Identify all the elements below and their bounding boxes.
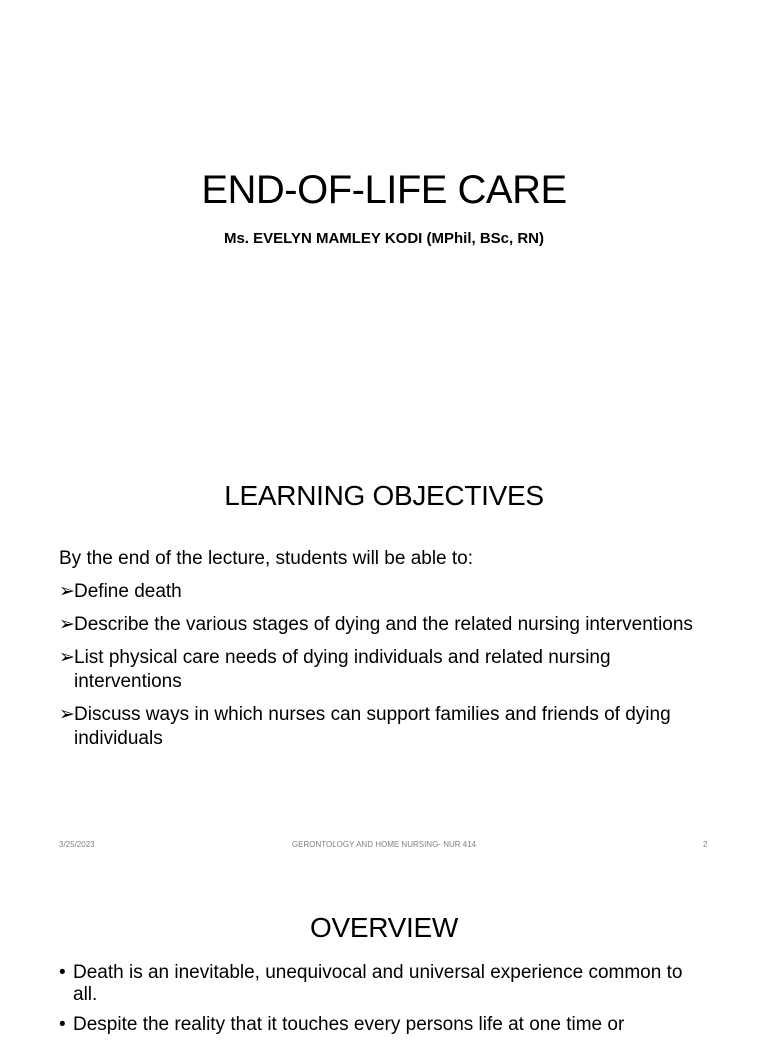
arrow-bullet-icon: ➢ [59,614,75,635]
list-item [59,646,709,694]
list-item [59,703,709,751]
list-item [59,962,709,1006]
footer-date: 3/25/2023 [59,840,95,849]
list-item [59,580,709,604]
slide-heading: LEARNING OBJECTIVES [224,480,544,511]
objective-text: List physical care needs of dying individuals and related nursing interventions [74,647,611,692]
footer-page-number: 2 [703,840,708,849]
round-bullet-icon: • [59,1014,66,1035]
learning-objectives-slide [0,432,768,864]
presenter-name: Ms. EVELYN MAMLEY KODI (MPhil, BSc, RN) [223,230,545,247]
overview-text: Death is an inevitable, unequivocal and universal experience common to all. [73,962,683,1005]
arrow-bullet-icon: ➢ [59,647,75,668]
objectives-list [59,580,709,760]
objective-text: Define death [74,581,182,602]
list-item [59,1014,709,1036]
overview-list [59,962,709,1044]
slide-heading: OVERVIEW [309,912,458,943]
list-item [59,613,709,637]
overview-slide [0,864,768,1035]
objective-text: Describe the various stages of dying and the related nursing interventions [74,614,693,635]
title-slide [0,0,768,432]
objective-text: Discuss ways in which nurses can support families and friends of dying individuals [74,704,671,749]
arrow-bullet-icon: ➢ [59,581,75,602]
footer-course: GERONTOLOGY AND HOME NURSING- NUR 414 [291,840,477,849]
presentation-title: END-OF-LIFE CARE [201,168,567,212]
arrow-bullet-icon: ➢ [59,704,75,725]
objectives-intro: By the end of the lecture, students will be able to: [59,548,474,569]
overview-text: Despite the reality that it touches every persons life at one time or [73,1014,625,1035]
round-bullet-icon: • [59,962,66,983]
